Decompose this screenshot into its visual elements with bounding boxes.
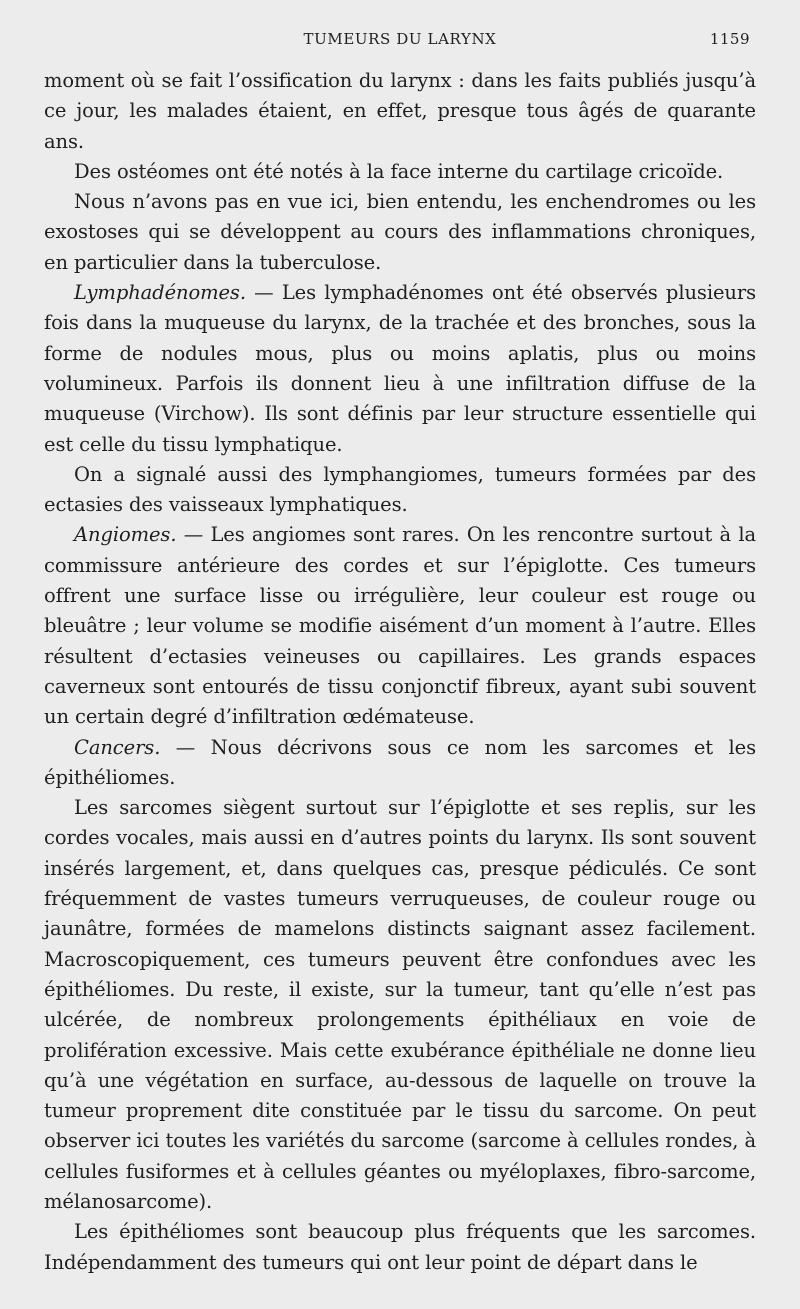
paragraph-exostoses: Nous n’avons pas en vue ici, bien entendu, les enchendromes ou les exostoses qui se développent au cours des inflammations chroniques, en particulier dans la tuberculose. — [44, 190, 756, 274]
section-heading-lymphadenomes: Lymphadénomes. — [74, 281, 246, 305]
running-head: TUMEURS DU LARYNX — [303, 30, 497, 48]
section-heading-cancers: Cancers. — [74, 735, 161, 759]
section-heading-angiomes: Angiomes. — [74, 523, 177, 547]
paragraph-epitheliomes: Les épithéliomes sont beaucoup plus fréquents que les sarcomes. Indépendamment des tumeurs qui ont leur point de départ dans le — [44, 1220, 756, 1274]
page-body — [44, 66, 756, 1278]
paragraph-angiomes: Angiomes. — Les angiomes sont rares. On les rencontre surtout à la commissure antérieure des cordes et sur l’épiglotte. Ces tumeurs offrent une surface lisse ou irrégulière, leur couleur est rouge ou bleuâtre ; leur volume se modifie aisément d’un moment à l’autre. Elles résultent d’ectasies veineuses ou capillaires. Les grands espaces caverneux sont entourés de tissu conjonctif fibreux, ayant subi souvent un certain degré d’infiltration œdémateuse. — [44, 523, 756, 729]
paragraph-sarcomes: Les sarcomes siègent surtout sur l’épiglotte et ses replis, sur les cordes vocales, mais aussi en d’autres points du larynx. Ils sont souvent insérés largement, et, dans quelques cas, presque pédiculés. Ce sont fréquemment de vastes tumeurs verruqueuses, de couleur rouge ou jaunâtre, formées de mamelons distincts saignant assez facilement. Macroscopiquement, ces tumeurs peuvent être confondues avec les épithéliomes. Du reste, il existe, sur la tumeur, tant qu’elle n’est pas ulcérée, de nombreux prolongements épithéliaux en voie de prolifération excessive. Mais cette exubérance épithéliale ne donne lieu qu’à une végétation en surface, au-dessous de laquelle on trouve la tumeur proprement dite constituée par le tissu du sarcome. On peut observer ici toutes les variétés du sarcome (sarcome à cellules rondes, à cellules fusiformes et à cellules géantes ou myéloplaxes, fibro-sarcome, mélanosarcome). — [44, 796, 756, 1213]
paragraph-lymphadenomes: Lymphadénomes. — Les lymphadénomes ont été observés plusieurs fois dans la muqueuse du larynx, de la trachée et des bronches, sous la forme de nodules mous, plus ou moins aplatis, plus ou moins volumineux. Parfois ils donnent lieu à une infiltration diffuse de la muqueuse (Virchow). Ils sont définis par leur structure essentielle qui est celle du tissu lymphatique. — [44, 281, 756, 456]
paragraph-lymphangiomes: On a signalé aussi des lymphangiomes, tumeurs formées par des ectasies des vaisseaux lymphatiques. — [44, 462, 756, 517]
paragraph-continuation: moment où se fait l’ossification du larynx : dans les faits publiés jusqu’à ce jour, les malades étaient, en effet, presque tous âgés de quarante ans. — [44, 69, 756, 153]
page-header — [0, 30, 800, 54]
paragraph-cancers: Cancers. — Nous décrivons sous ce nom les sarcomes et les épithéliomes. — [44, 735, 756, 789]
page-number: 1159 — [709, 30, 750, 48]
paragraph-osteomes: Des ostéomes ont été notés à la face interne du cartilage cricoïde. — [74, 159, 724, 183]
